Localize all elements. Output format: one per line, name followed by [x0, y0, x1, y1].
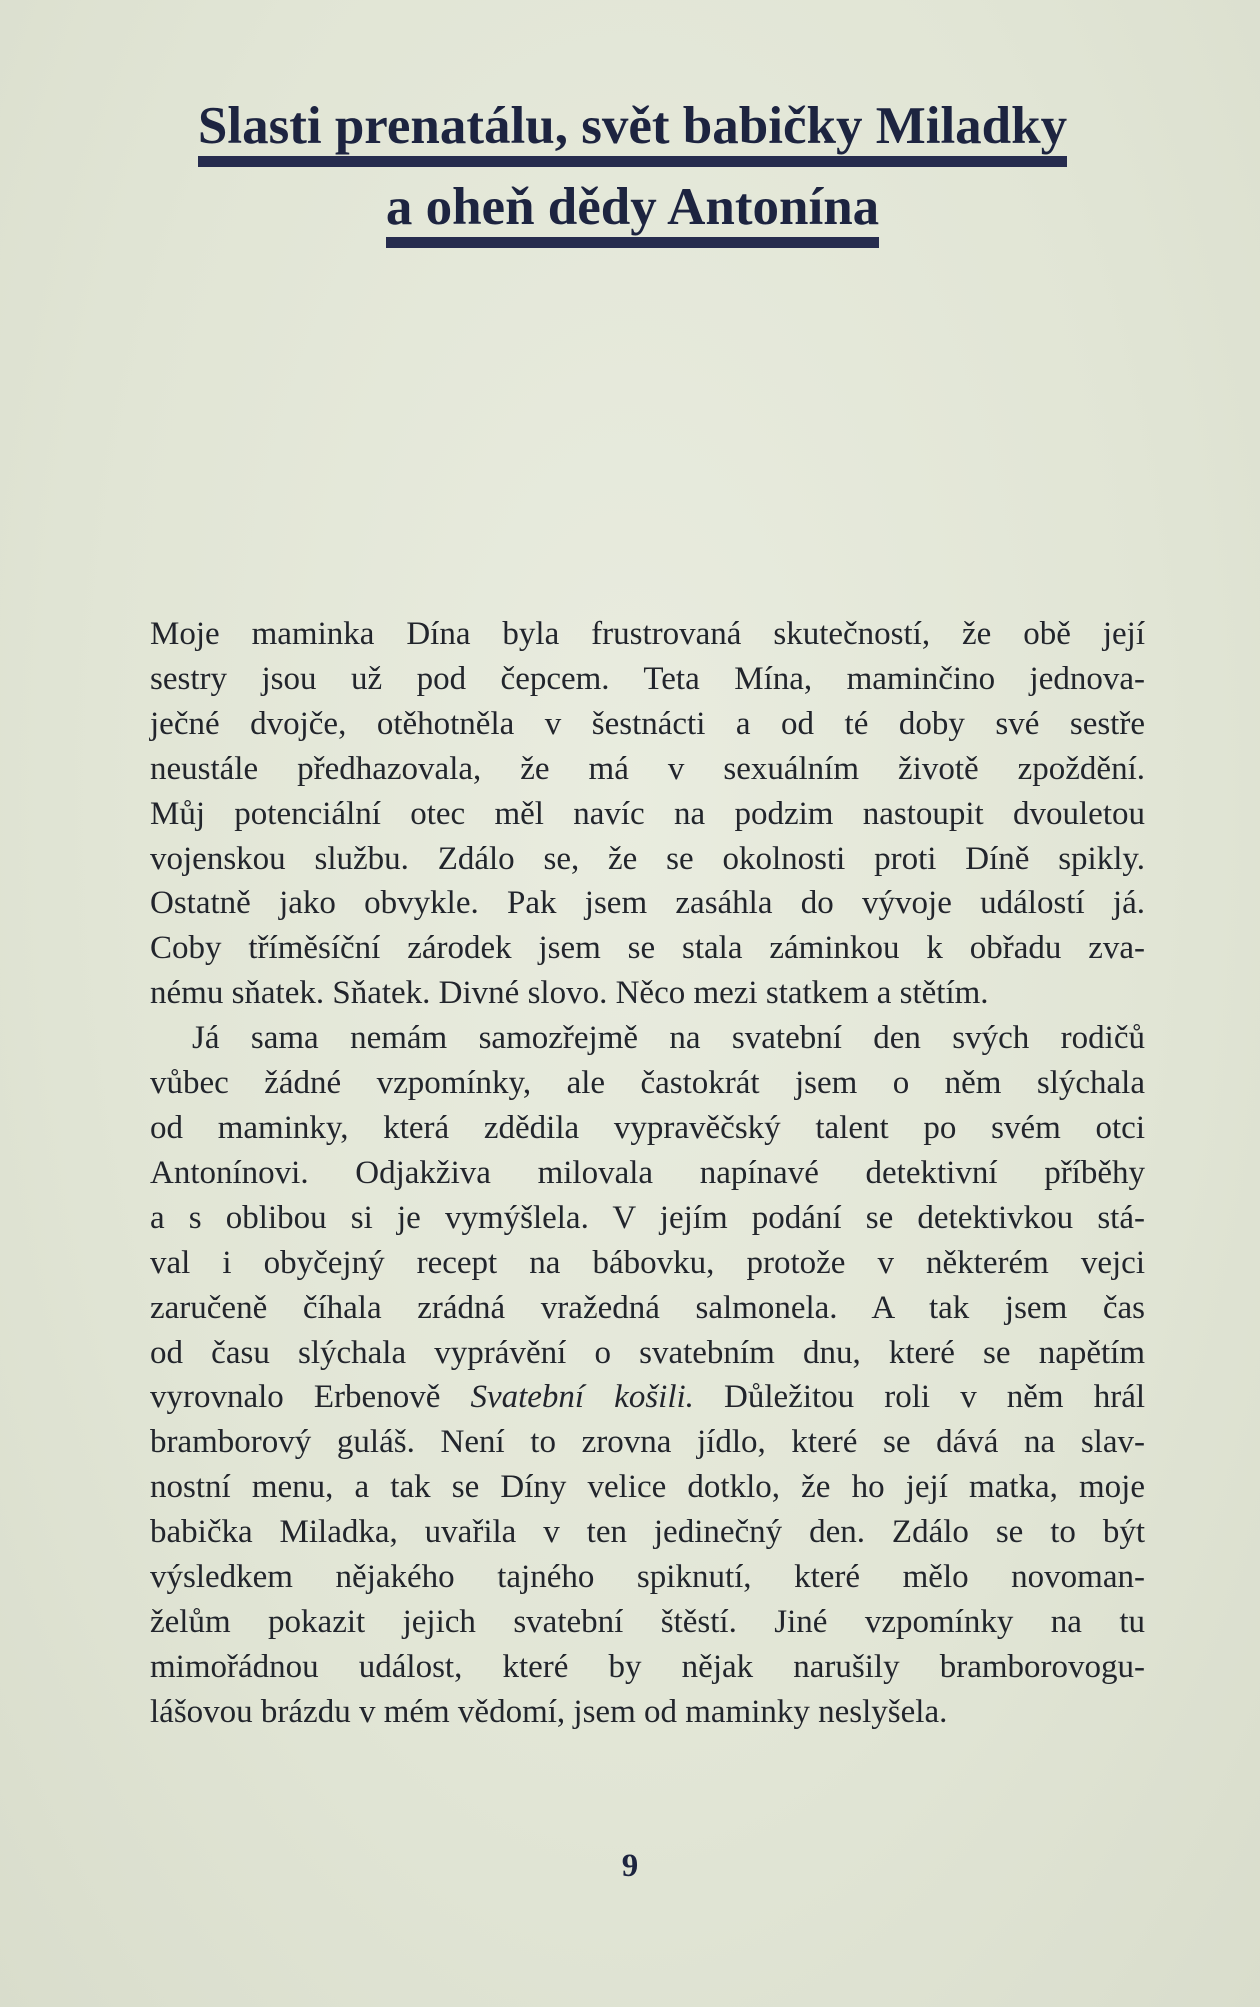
text-segment: vyrovnalo Erbenově	[150, 1379, 471, 1416]
text-line: sestry jsou už pod čepcem. Teta Mína, maminčino jednova-	[150, 660, 1145, 697]
paragraph-2	[150, 1016, 1145, 1735]
text-line: lášovou brázdu v mém vědomí, jsem od maminky neslyšela.	[150, 1693, 948, 1730]
chapter-title-line-2-text: a oheň dědy Antonína	[385, 178, 880, 236]
title-underline-bar-2	[386, 237, 879, 248]
title-underline-bar-1	[198, 156, 1067, 167]
text-line: a s oblibou si je vymýšlela. V jejím podání se detektivkou stá-	[150, 1199, 1145, 1236]
text-line: nostní menu, a tak se Díny velice dotklo, že ho její matka, moje	[150, 1469, 1145, 1506]
text-line: od maminky, která zdědila vypravěčský talent po svém otci	[150, 1109, 1145, 1146]
text-line: mimořádnou událost, které by nějak narušily bramborovogu-	[150, 1648, 1145, 1685]
text-line: Coby tříměsíční zárodek jsem se stala záminkou k obřadu zva-	[150, 930, 1145, 967]
text-line: bramborový guláš. Není to zrovna jídlo, které se dává na slav-	[150, 1424, 1145, 1461]
text-line: od času slýchala vyprávění o svatebním dnu, které se napětím	[150, 1334, 1145, 1371]
text-line: ječné dvojče, otěhotněla v šestnácti a od té doby své sestře	[150, 705, 1145, 742]
text-line: Můj potenciální otec měl navíc na podzim nastoupit dvouletou	[150, 795, 1145, 832]
text-line: Antonínovi. Odjakživa milovala napínavé detektivní příběhy	[150, 1154, 1145, 1191]
text-line: nému sňatek. Sňatek. Divné slovo. Něco mezi statkem a stětím.	[150, 975, 989, 1012]
text-line: babička Miladka, uvařila v ten jedinečný den. Zdálo se to být	[150, 1514, 1145, 1551]
text-line: vůbec žádné vzpomínky, ale častokrát jsem o něm slýchala	[150, 1065, 1145, 1102]
text-line: Já sama nemám samozřejmě na svatební den svých rodičů	[192, 1020, 1145, 1057]
page-number: 9	[621, 1848, 639, 1884]
paragraph-1	[150, 612, 1145, 1016]
text-line: zaručeně číhala zrádná vražedná salmonela. A tak jsem čas	[150, 1289, 1145, 1326]
text-line: val i obyčejný recept na bábovku, protože v některém vejci	[150, 1244, 1145, 1281]
text-line: Moje maminka Dína byla frustrovaná skutečností, že obě její	[150, 616, 1145, 652]
chapter-title-line-1	[197, 97, 1068, 167]
text-segment: Důležitou roli v něm hrál	[693, 1379, 1146, 1416]
text-line-with-italic	[150, 1375, 1145, 1420]
chapter-heading	[0, 97, 1260, 248]
text-line: výsledkem nějakého tajného spiknutí, které mělo novoman-	[150, 1559, 1145, 1596]
chapter-title-line-2	[385, 178, 880, 248]
chapter-body-text	[150, 612, 1145, 1735]
text-line: Ostatně jako obvykle. Pak jsem zasáhla do vývoje událostí já.	[150, 885, 1145, 922]
text-line: želům pokazit jejich svatební štěstí. Jiné vzpomínky na tu	[150, 1603, 1145, 1640]
italic-title-reference: Svatební košili.	[470, 1379, 694, 1416]
text-line: vojenskou službu. Zdálo se, že se okolnosti proti Díně spikly.	[150, 840, 1145, 877]
text-line: neustále předhazovala, že má v sexuálním životě zpoždění.	[150, 750, 1145, 787]
chapter-title-line-1-text: Slasti prenatálu, svět babičky Miladky	[197, 97, 1068, 155]
